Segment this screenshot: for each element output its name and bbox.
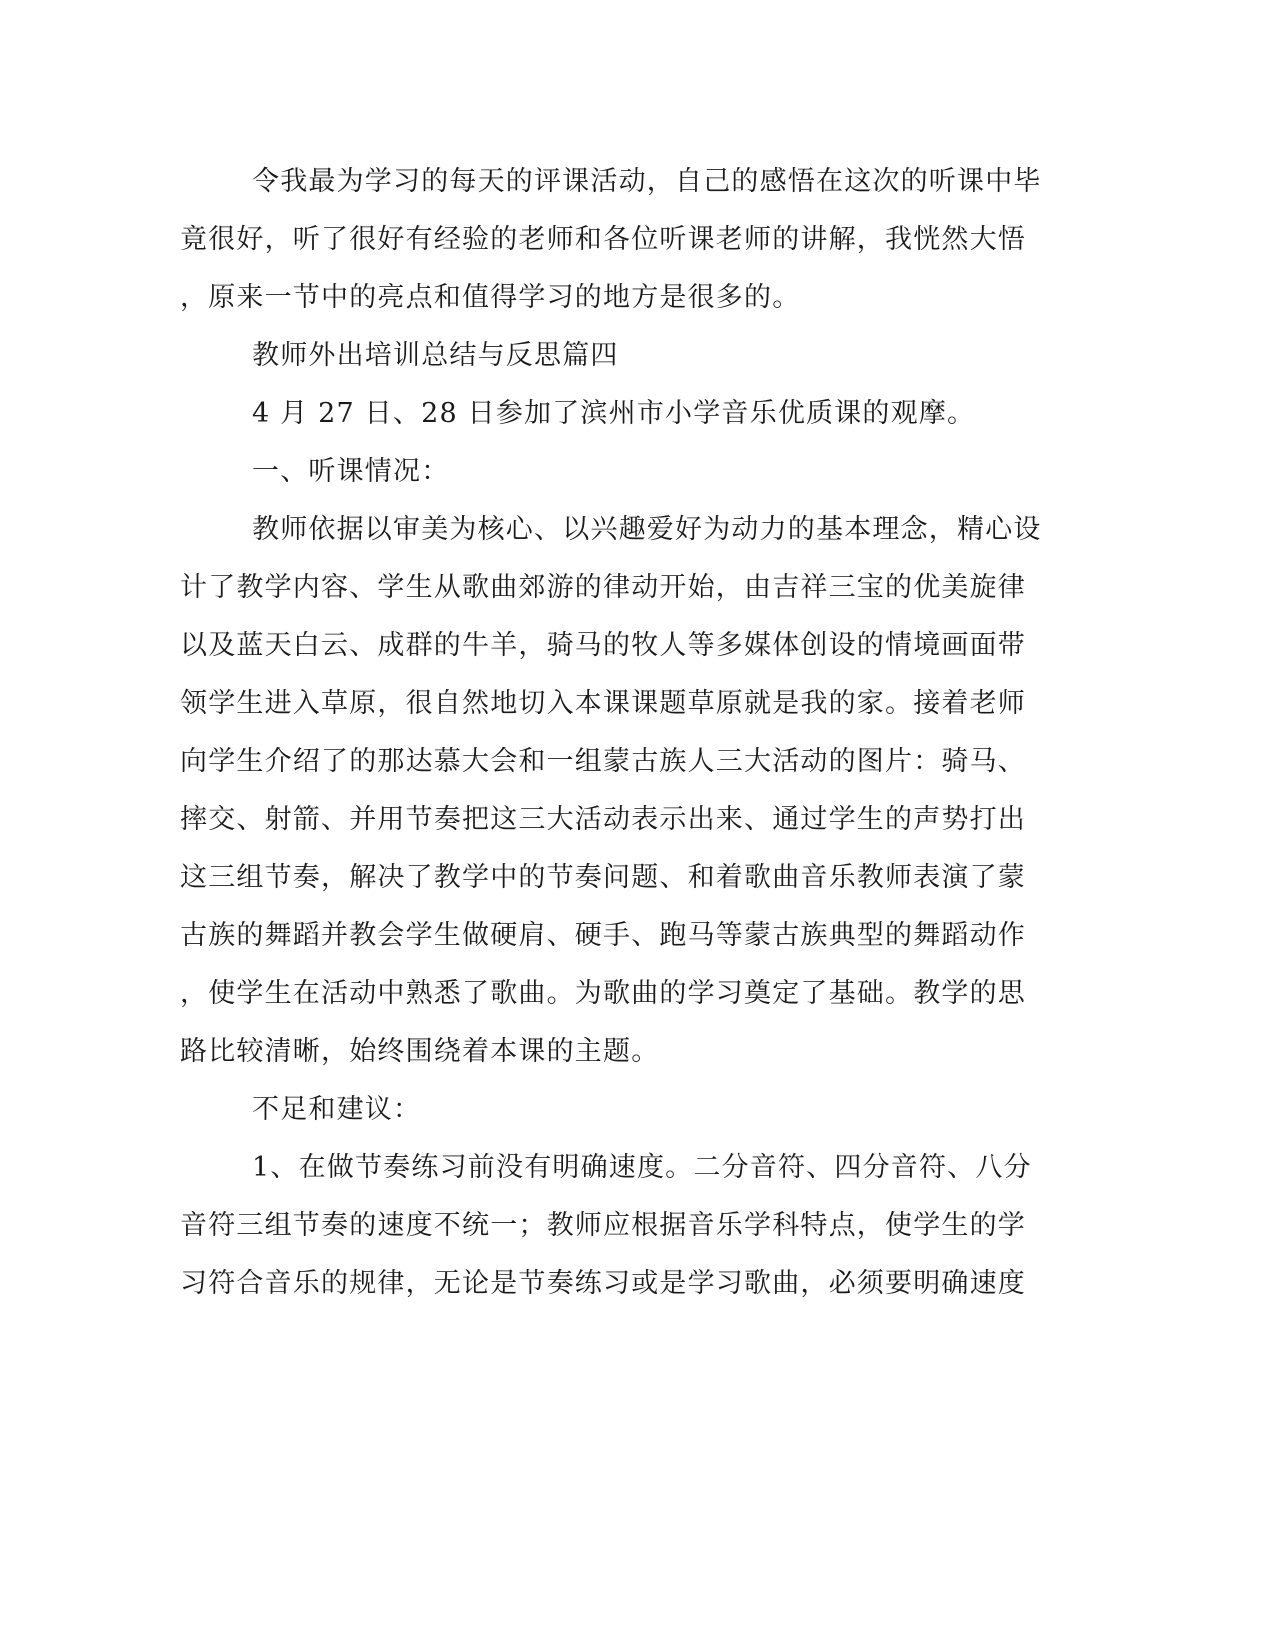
paragraph-line: ，原来一节中的亮点和值得学习的地方是很多的。 [180,282,801,313]
paragraph-line: 以及蓝天白云、成群的牛羊，骑马的牧人等多媒体创设的情境画面带 [180,630,1026,661]
paragraph-line: 古族的舞蹈并教会学生做硬肩、硬手、跑马等蒙古族典型的舞蹈动作 [180,920,1026,951]
paragraph-line: 4 月 27 日、28 日参加了滨州市小学音乐优质课的观摩。 [252,398,976,429]
paragraph-line: 向学生介绍了的那达慕大会和一组蒙古族人三大活动的图片：骑马、 [180,746,1026,777]
paragraph-line: 习符合音乐的规律，无论是节奏练习或是学习歌曲，必须要明确速度 [180,1268,1026,1299]
paragraph-line: 音符三组节奏的速度不统一；教师应根据音乐学科特点，使学生的学 [180,1210,1026,1241]
paragraph-line: 教师依据以审美为核心、以兴趣爱好为动力的基本理念，精心设 [252,514,1042,545]
paragraph-line: 计了教学内容、学生从歌曲郊游的律动开始，由吉祥三宝的优美旋律 [180,572,1026,603]
paragraph-line: ，使学生在活动中熟悉了歌曲。为歌曲的学习奠定了基础。教学的思 [180,978,1026,1009]
paragraph-line: 令我最为学习的每天的评课活动，自己的感悟在这次的听课中毕 [252,166,1042,197]
paragraph-line: 1、在做节奏练习前没有明确速度。二分音符、四分音符、八分 [252,1152,1032,1183]
paragraph-line: 竟很好，听了很好有经验的老师和各位听课老师的讲解，我恍然大悟 [180,224,1026,255]
subsection-heading: 不足和建议： [252,1094,422,1125]
paragraph-line: 摔交、射箭、并用节奏把这三大活动表示出来、通过学生的声势打出 [180,804,1026,835]
paragraph-line: 领学生进入草原，很自然地切入本课课题草原就是我的家。接着老师 [180,688,1026,719]
paragraph-line: 这三组节奏，解决了教学中的节奏问题、和着歌曲音乐教师表演了蒙 [180,862,1026,893]
section-heading: 教师外出培训总结与反思篇四 [252,340,619,371]
paragraph-line: 路比较清晰，始终围绕着本课的主题。 [180,1036,660,1067]
subsection-heading: 一、听课情况： [252,456,450,487]
